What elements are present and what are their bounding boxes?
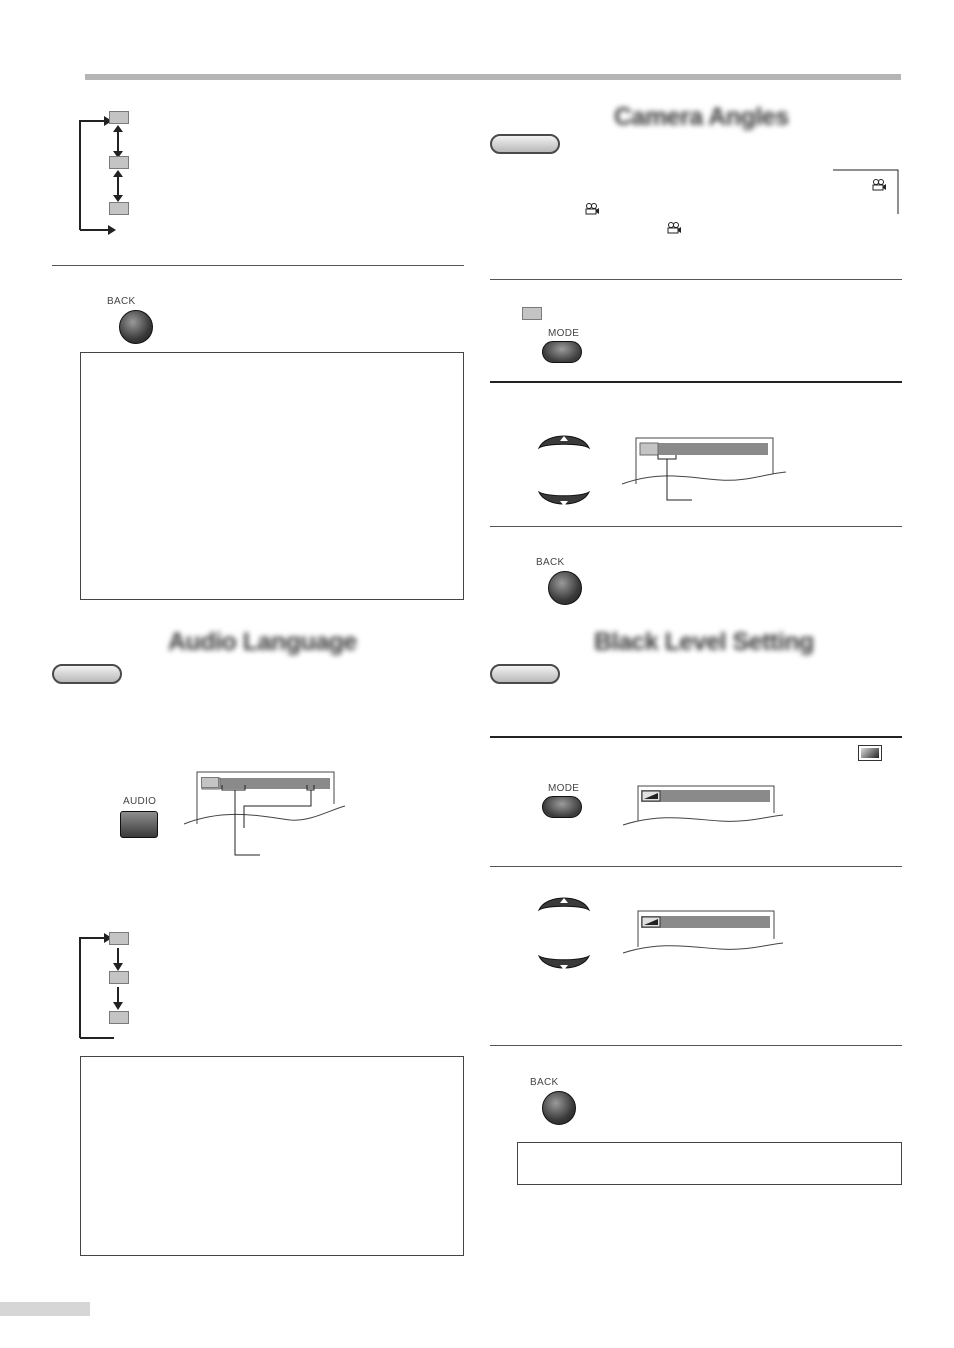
note-box bbox=[80, 1056, 464, 1256]
down-arrow-button[interactable] bbox=[536, 954, 592, 974]
divider bbox=[52, 265, 464, 266]
page-tab bbox=[0, 1302, 90, 1316]
camera-angle-icon bbox=[522, 307, 542, 320]
mode-button-label: MODE bbox=[548, 328, 580, 339]
audio-button[interactable] bbox=[120, 811, 158, 838]
camera-icon-callout bbox=[832, 168, 902, 216]
audio-icon bbox=[109, 971, 129, 984]
camera-angle-icon bbox=[584, 202, 600, 214]
down-arrow-button[interactable] bbox=[536, 490, 592, 510]
section-title-black-level: Black Level Setting bbox=[594, 628, 814, 656]
audio-icon bbox=[201, 777, 219, 788]
dvd-badge bbox=[490, 134, 560, 154]
note-box bbox=[517, 1142, 902, 1185]
mode-button[interactable] bbox=[542, 341, 582, 363]
section-title-audio-language: Audio Language bbox=[168, 628, 357, 656]
audio-cycle-diagram bbox=[76, 928, 136, 1043]
header-rule bbox=[85, 74, 901, 80]
black-level-osd-screen bbox=[620, 783, 790, 831]
back-button-label: BACK bbox=[536, 557, 565, 568]
audio-icon bbox=[109, 932, 129, 945]
dvd-badge bbox=[490, 664, 560, 684]
back-button[interactable] bbox=[542, 1091, 576, 1125]
subtitle-icon bbox=[109, 111, 129, 124]
black-level-osd-screen bbox=[620, 907, 790, 957]
camera-angle-icon bbox=[666, 221, 682, 233]
section-title-camera-angles: Camera Angles bbox=[614, 103, 789, 131]
up-arrow-button[interactable] bbox=[536, 890, 592, 910]
back-button[interactable] bbox=[119, 310, 153, 344]
audio-button-label: AUDIO bbox=[123, 796, 157, 807]
back-button[interactable] bbox=[548, 571, 582, 605]
divider bbox=[490, 381, 902, 383]
back-button-label: BACK bbox=[530, 1077, 559, 1088]
divider bbox=[490, 1045, 902, 1046]
divider bbox=[490, 866, 902, 867]
note-box bbox=[80, 352, 464, 600]
black-level-icon bbox=[858, 745, 882, 761]
up-arrow-button[interactable] bbox=[536, 428, 592, 448]
subtitle-icon bbox=[109, 156, 129, 169]
camera-angle-icon bbox=[871, 178, 887, 190]
subtitle-cycle-diagram bbox=[76, 105, 136, 240]
divider bbox=[490, 526, 902, 527]
divider bbox=[490, 736, 902, 738]
mode-button[interactable] bbox=[542, 796, 582, 818]
back-button-label: BACK bbox=[107, 296, 136, 307]
divider bbox=[490, 279, 902, 280]
dvd-badge bbox=[52, 664, 122, 684]
subtitle-icon bbox=[109, 202, 129, 215]
audio-icon bbox=[109, 1011, 129, 1024]
mode-button-label: MODE bbox=[548, 783, 580, 794]
camera-osd-screen bbox=[620, 434, 790, 506]
